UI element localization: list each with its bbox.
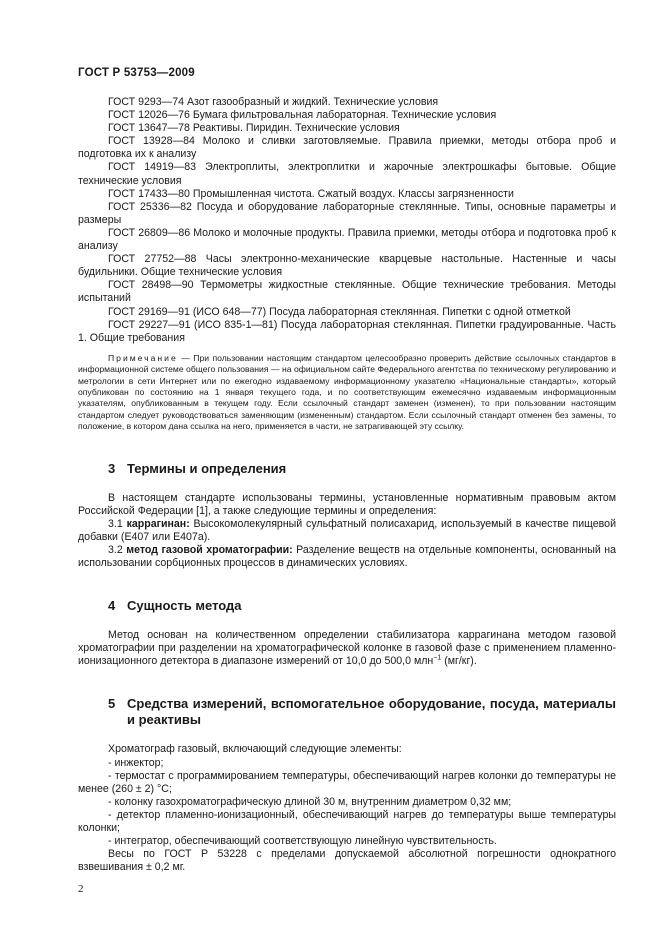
reference-item: ГОСТ 13928—84 Молоко и сливки заготовляемые. Правила приемки, методы отбора проб и подготовка их к анализу: [78, 135, 616, 161]
note-text: — При пользовании настоящим стандартом целесообразно проверить действие ссылочных стандартов в информационной системе общего пользования — на официальном сайте Федерального агентства по техническому регулированию и метрологии в сети Интернет или по ежегодно издаваемому информационному указателю «Национальные стандарты», который опубликован по состоянию на 1 января текущего года, и по соответствующим ежемесячно издаваемым информационным указателям, опубликованным в текущем году. Если ссылочный стандарт заменен (изменен), то при пользовании настоящим стандартом следует руководствоваться заменяющим (измененным) стандартом. Если ссылочный стандарт отменен без замены, то положение, в котором дана ссылка на него, применяется в части, не затрагивающей эту ссылку.: [78, 352, 616, 432]
reference-item: ГОСТ 29227—91 (ИСО 835-1—81) Посуда лабораторная стеклянная. Пипетки градуированные. Часть 1. Общие требования: [78, 318, 616, 344]
reference-item: ГОСТ 28498—90 Термометры жидкостные стеклянные. Общие технические требования. Методы испытаний: [78, 279, 616, 305]
document-body: [78, 96, 616, 874]
reference-item: ГОСТ 9293—74 Азот газообразный и жидкий. Технические условия: [108, 96, 439, 108]
section-number: 5: [108, 696, 116, 712]
section-title: Сущность метода: [127, 598, 242, 614]
section-title: Средства измерений, вспомогательное оборудование, посуда, материалы и реактивы: [127, 696, 616, 728]
equipment-item: - интегратор, обеспечивающий соответствующую линейную чувствительность.: [108, 835, 497, 848]
term-definition: [78, 544, 616, 570]
reference-item: ГОСТ 25336—82 Посуда и оборудование лабораторные стеклянные. Типы, основные параметры и размеры: [78, 200, 616, 226]
term-text: Высокомолекулярный сульфатный полисахарид, используемый в качестве пищевой добавки (Е407 или Е407а).: [78, 517, 616, 543]
section-3-heading: [78, 461, 616, 477]
equipment-item: - инжектор;: [108, 756, 164, 769]
section-5-heading: [78, 696, 616, 728]
reference-item: ГОСТ 27752—88 Часы электронно-механические кварцевые настольные. Настенные и часы будильники. Общие технические условия: [78, 253, 616, 279]
method-principle-paragraph: [78, 629, 616, 668]
scales-paragraph: Весы по ГОСТ Р 53228 с пределами допускаемой абсолютной погрешности однократного взвешивания ± 0,2 мг.: [78, 848, 616, 874]
section-3-intro: В настоящем стандарте использованы термины, установленные нормативным правовым актом Российской Федерации [1], а также следующие термины и определения:: [78, 491, 616, 517]
method-unit-text: (мг/кг).: [441, 655, 477, 668]
section-4-heading: [78, 598, 616, 614]
term-text: Разделение веществ на отдельные компоненты, основанный на использовании сорбционных процессов в динамических условиях.: [78, 544, 616, 570]
term-number: 3.1: [108, 517, 123, 530]
reference-item: ГОСТ 29169—91 (ИСО 648—77) Посуда лабораторная стеклянная. Пипетки с одной отметкой: [108, 305, 571, 318]
method-text: Метод основан на количественном определении стабилизатора каррагинана методом газовой хроматографии при разделении на хроматографической колонке в газовой фазе с применением пламенно-ионизационного детектора в диапазоне измерений от 10,0 до 500,0 млн: [78, 629, 616, 668]
term-name: метод газовой хроматографии:: [126, 544, 293, 556]
term-name: каррагинан:: [126, 517, 190, 530]
document-code-header: ГОСТ Р 53753—2009: [78, 67, 195, 79]
section-5-intro: Хроматограф газовый, включающий следующие элементы:: [108, 743, 402, 756]
equipment-item: - детектор пламенно-ионизационный, обеспечивающий нагрев до температуры выше температуры колонки;: [78, 808, 616, 835]
equipment-item: - термостат с программированием температуры, обеспечивающий нагрев колонки до температуры не менее (260 ± 2) °C;: [78, 769, 616, 795]
section-number: 4: [108, 598, 116, 614]
page-number: 2: [78, 883, 84, 895]
unit-superscript: −1: [433, 654, 442, 662]
reference-item: ГОСТ 26809—86 Молоко и молочные продукты. Правила приемки, методы отбора и подготовка проб к анализу: [78, 226, 616, 253]
note-label: Примечание: [108, 352, 178, 363]
references-list: [78, 96, 616, 345]
term-number: 3.2: [108, 544, 123, 556]
equipment-item: - колонку газохроматографическую длиной 30 м, внутренним диаметром 0,32 мм;: [108, 795, 512, 808]
section-title: Термины и определения: [127, 460, 287, 476]
reference-item: ГОСТ 13647—78 Реактивы. Пиридин. Технические условия: [108, 122, 400, 135]
note-paragraph: [78, 353, 616, 433]
term-definition: [78, 518, 616, 544]
reference-item: ГОСТ 12026—76 Бумага фильтровальная лабораторная. Технические условия: [108, 109, 497, 122]
reference-item: ГОСТ 14919—83 Электроплиты, электроплитки и жарочные электрошкафы бытовые. Общие технические условия: [78, 161, 616, 187]
reference-item: ГОСТ 17433—80 Промышленная чистота. Сжатый воздух. Классы загрязненности: [108, 187, 514, 200]
section-number: 3: [108, 460, 116, 476]
